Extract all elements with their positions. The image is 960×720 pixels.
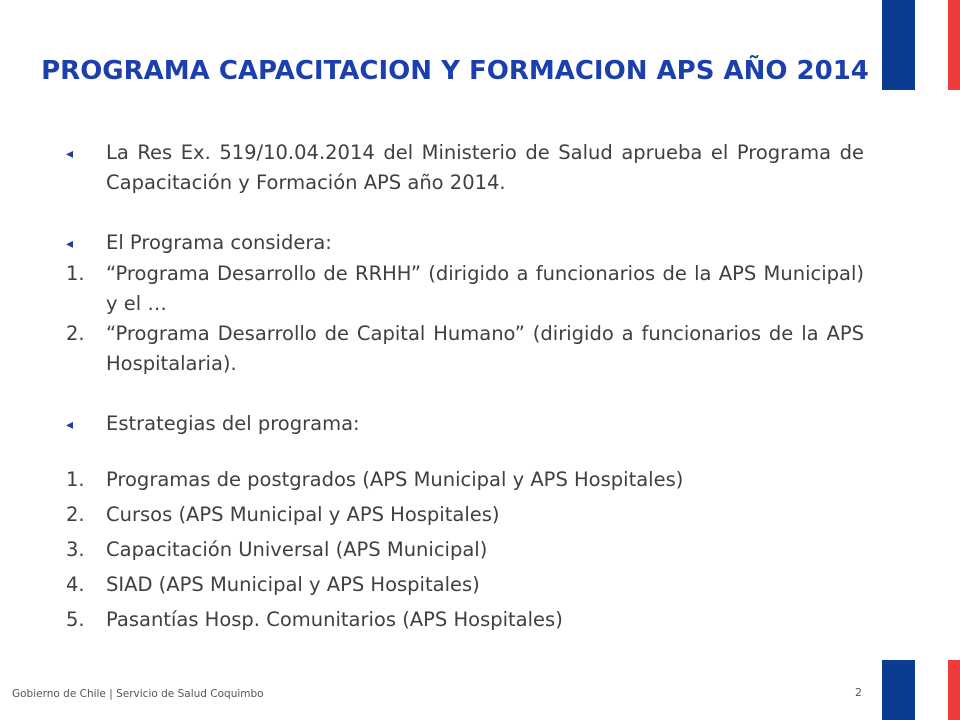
list-text: Pasantías Hosp. Comunitarios (APS Hospitales)	[106, 608, 563, 631]
list-number: 5.	[66, 608, 85, 631]
strategy-list-item	[66, 567, 864, 602]
bullet-text: La Res Ex. 519/10.04.2014 del Ministerio de Salud aprueba el Programa de Capacitación y Formación APS año 2014.	[106, 141, 864, 194]
list-text: Programas de postgrados (APS Municipal y APS Hospitales)	[106, 468, 684, 491]
list-number: 3.	[66, 538, 85, 561]
flag-stripe-top	[882, 0, 960, 90]
page-number: 2	[855, 686, 862, 699]
arrow-bullet-icon: ◂	[66, 146, 74, 162]
arrow-bullet-icon: ◂	[66, 236, 74, 252]
flag-stripe-bottom	[882, 660, 960, 720]
bullet-text: Estrategias del programa:	[106, 412, 360, 435]
list-number: 1.	[66, 468, 85, 491]
list-number: 1.	[66, 262, 85, 285]
program-list-item	[66, 319, 864, 379]
list-text: Cursos (APS Municipal y APS Hospitales)	[106, 503, 500, 526]
bullet-item	[66, 138, 864, 198]
arrow-bullet-icon: ◂	[66, 417, 74, 433]
strategy-list-item	[66, 497, 864, 532]
strategy-list-item	[66, 602, 864, 637]
bullet-item	[66, 409, 864, 440]
bullet-item	[66, 228, 864, 259]
list-text: Capacitación Universal (APS Municipal)	[106, 538, 488, 561]
list-number: 2.	[66, 322, 85, 345]
list-text: “Programa Desarrollo de RRHH” (dirigido a funcionarios de la APS Municipal) y el …	[106, 262, 864, 315]
strategy-list-item	[66, 532, 864, 567]
list-text: “Programa Desarrollo de Capital Humano” (dirigido a funcionarios de la APS Hospitalaria).	[106, 322, 864, 375]
slide-title: PROGRAMA CAPACITACION Y FORMACION APS AÑO 2014	[41, 56, 869, 86]
slide-content	[66, 138, 864, 637]
program-list-item	[66, 259, 864, 319]
strategy-list-item	[66, 462, 864, 497]
footer-text: Gobierno de Chile | Servicio de Salud Coquimbo	[12, 688, 264, 700]
list-text: SIAD (APS Municipal y APS Hospitales)	[106, 573, 480, 596]
list-number: 2.	[66, 503, 85, 526]
bullet-text: El Programa considera:	[106, 231, 332, 254]
list-number: 4.	[66, 573, 85, 596]
